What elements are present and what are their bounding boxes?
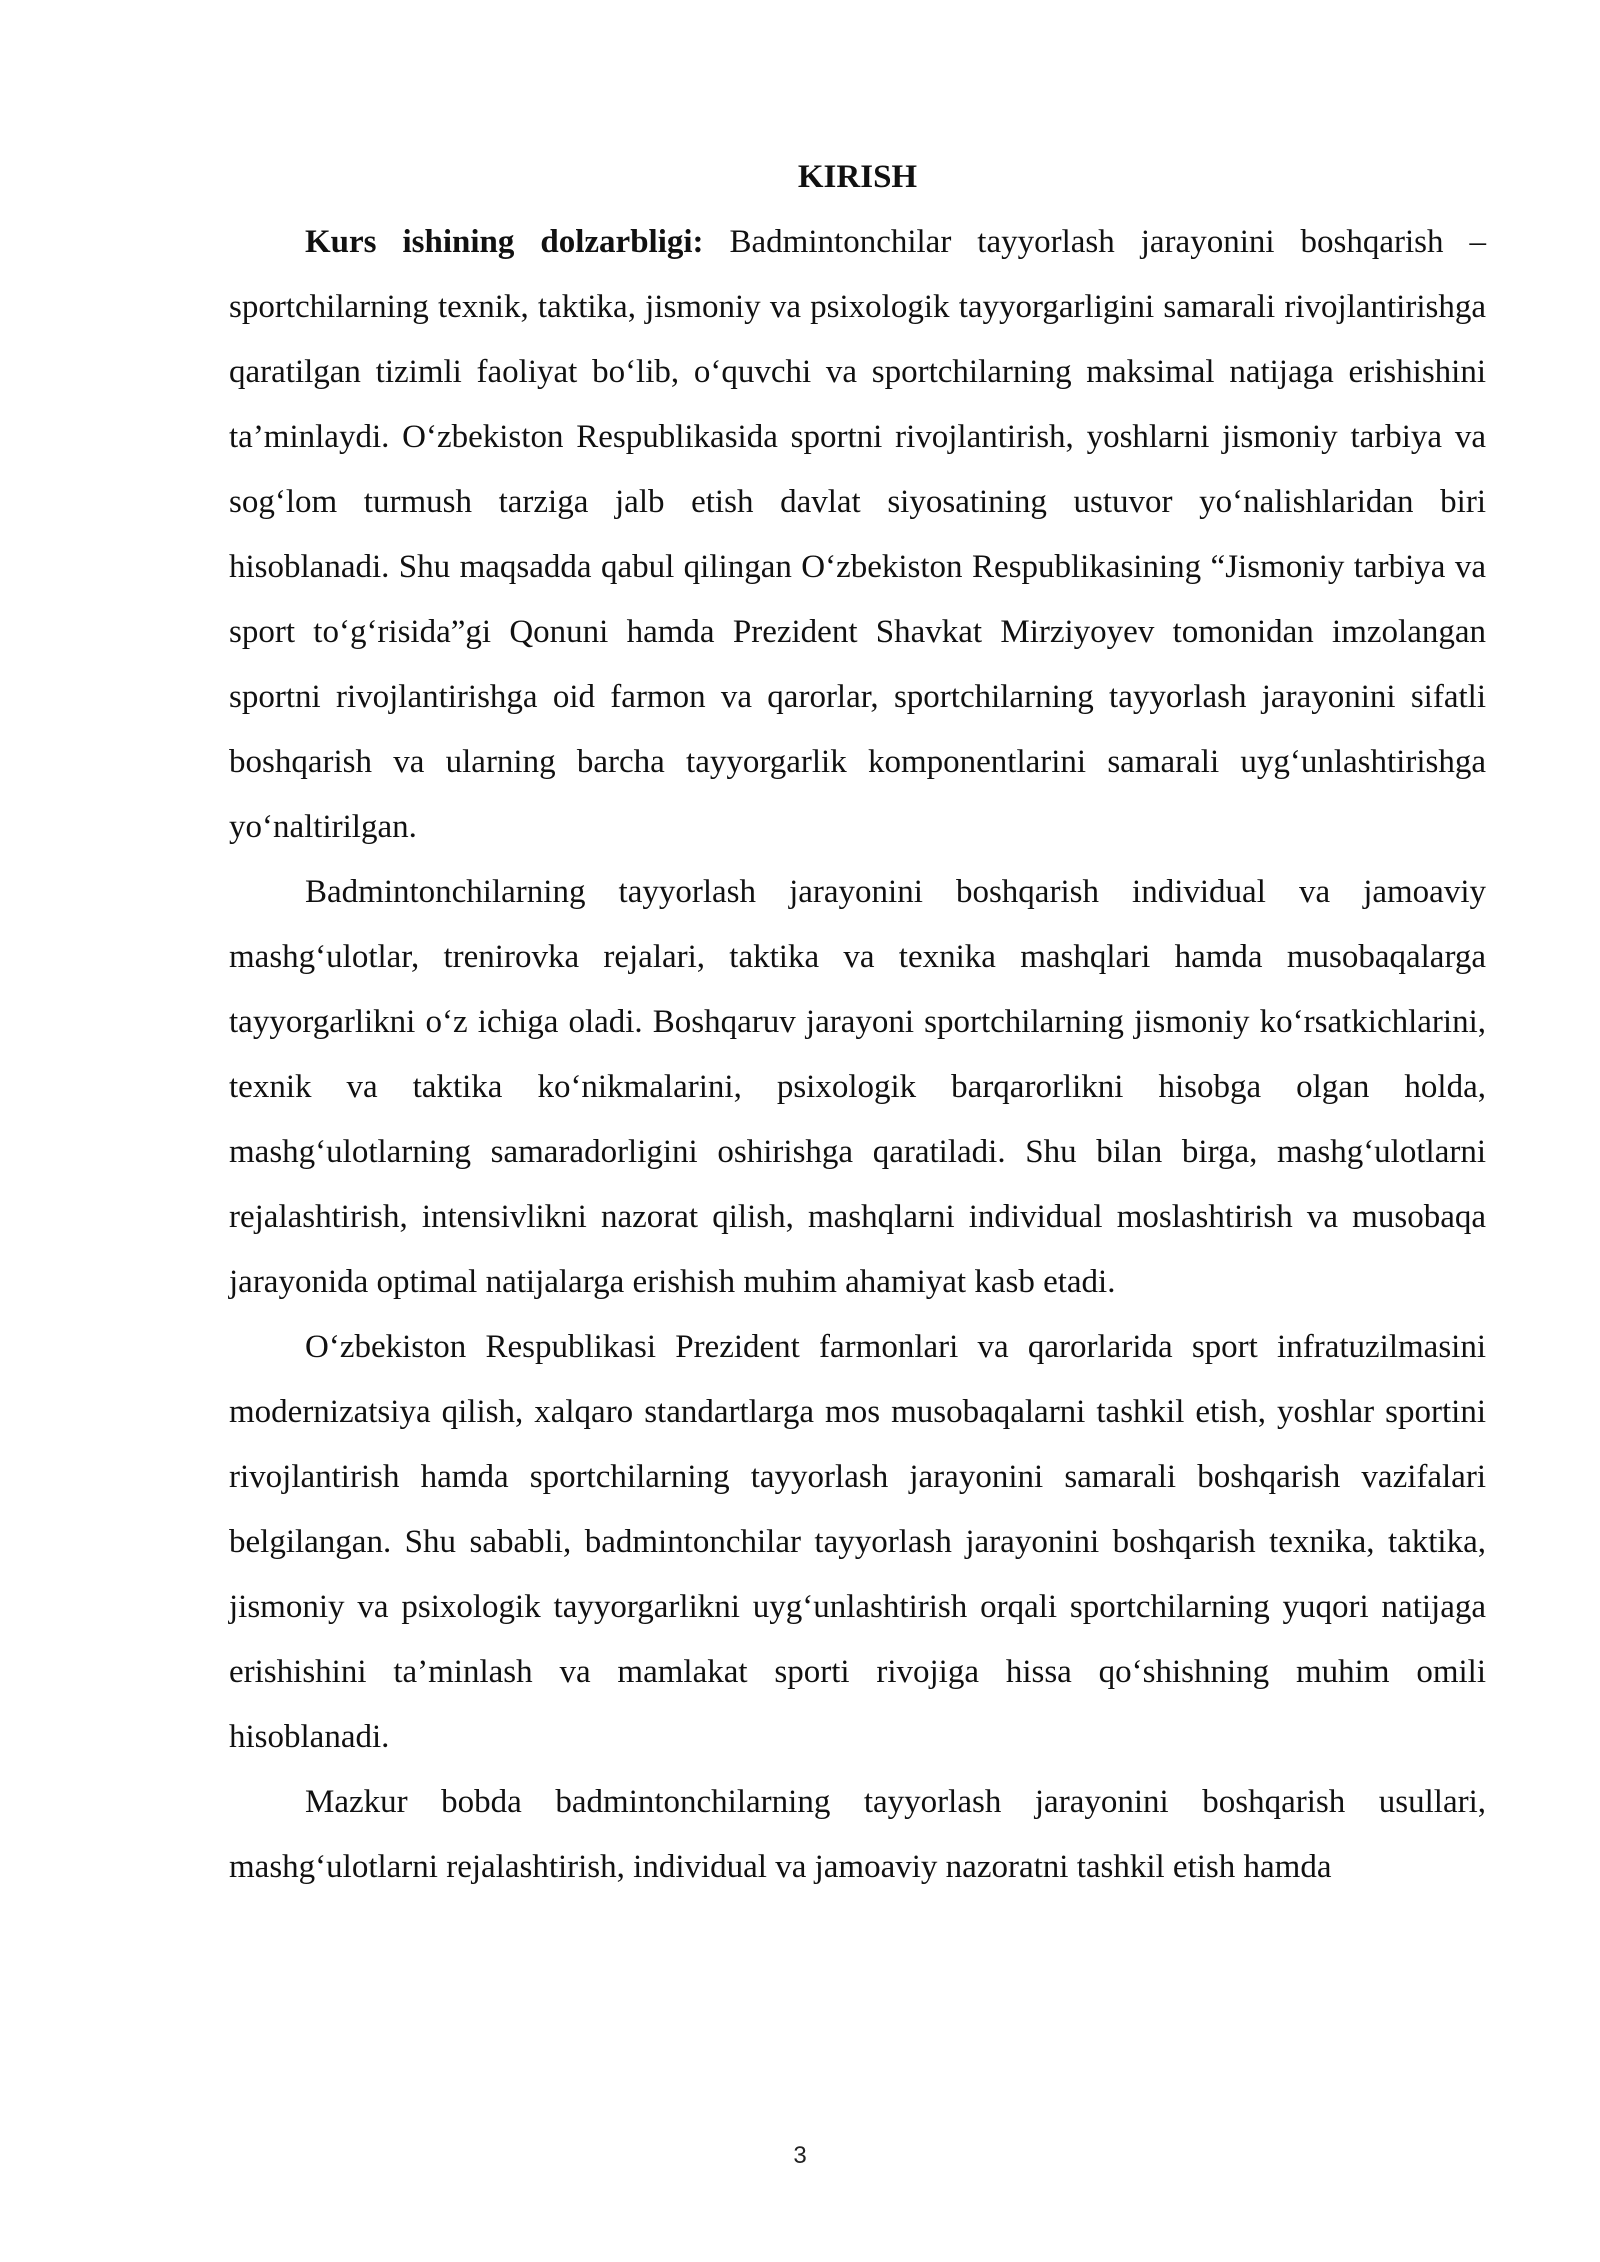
paragraph-2: Badmintonchilarning tayyorlash jarayonini boshqarish individual va jamoaviy mashg‘ulotlar, trenirovka rejalari, taktika va texnika mashqlari hamda musobaqalarga tayyorgarlikni o‘z ichiga oladi. Boshqaruv jarayoni sportchilarning jismoniy ko‘rsatkichlarini, texnik va taktika ko‘nikmalarini, psixologik barqarorlikni hisobga olgan holda, mashg‘ulotlarning samaradorligini oshirishga qaratiladi. Shu bilan birga, mashg‘ulotlarni rejalashtirish, intensivlikni nazorat qilish, mashqlarni individual moslashtirish va musobaqa jarayonida optimal natijalarga erishish muhim ahamiyat kasb etadi.	[229, 874, 1486, 1300]
paragraph-3: O‘zbekiston Respublikasi Prezident farmonlari va qarorlarida sport infratuzilmasini modernizatsiya qilish, xalqaro standartlarga mos musobaqalarni tashkil etish, yoshlar sportini rivojlantirish hamda sportchilarning tayyorlash jarayonini samarali boshqarish vazifalari belgilangan. Shu sababli, badmintonchilar tayyorlash jarayonini boshqarish texnika, taktika, jismoniy va psixologik tayyorgarlikni uyg‘unlashtirish orqali sportchilarning yuqori natijaga erishishini ta’minlash va mamlakat sporti rivojiga hissa qo‘shishning muhim omili hisoblanadi.	[229, 1329, 1486, 1755]
paragraph-text: Badmintonchilar tayyorlash jarayonini boshqarish – sportchilarning texnik, taktika, jismoniy va psixologik tayyorgarligini samarali rivojlantirishga qaratilgan tizimli faoliyat bo‘lib, o‘quvchi va sportchilarning maksimal natijaga erishishini ta’minlaydi. O‘zbekiston Respublikasida sportni rivojlantirish, yoshlarni jismoniy tarbiya va sog‘lom turmush tarziga jalb etish davlat siyosatining ustuvor yo‘nalishlaridan biri hisoblanadi. Shu maqsadda qabul qilingan O‘zbekiston Respublikasining “Jismoniy tarbiya va sport to‘g‘risida”gi Qonuni hamda Prezident Shavkat Mirziyoyev tomonidan imzolangan sportni rivojlantirishga oid farmon va qarorlar, sportchilarning tayyorlash jarayonini sifatli boshqarish va ularning barcha tayyorgarlik komponentlarini samarali uyg‘unlashtirishga yo‘naltirilgan.	[229, 224, 1486, 845]
page-number: 3	[793, 2142, 807, 2169]
paragraph-4: Mazkur bobda badmintonchilarning tayyorlash jarayonini boshqarish usullari, mashg‘ulotlarni rejalashtirish, individual va jamoaviy nazoratni tashkil etish hamda	[229, 1784, 1486, 1885]
section-heading: KIRISH	[797, 159, 918, 195]
page-body	[229, 145, 1486, 1900]
paragraph-1	[229, 210, 1486, 860]
paragraph-lead: Kurs ishining dolzarbligi:	[305, 224, 704, 260]
